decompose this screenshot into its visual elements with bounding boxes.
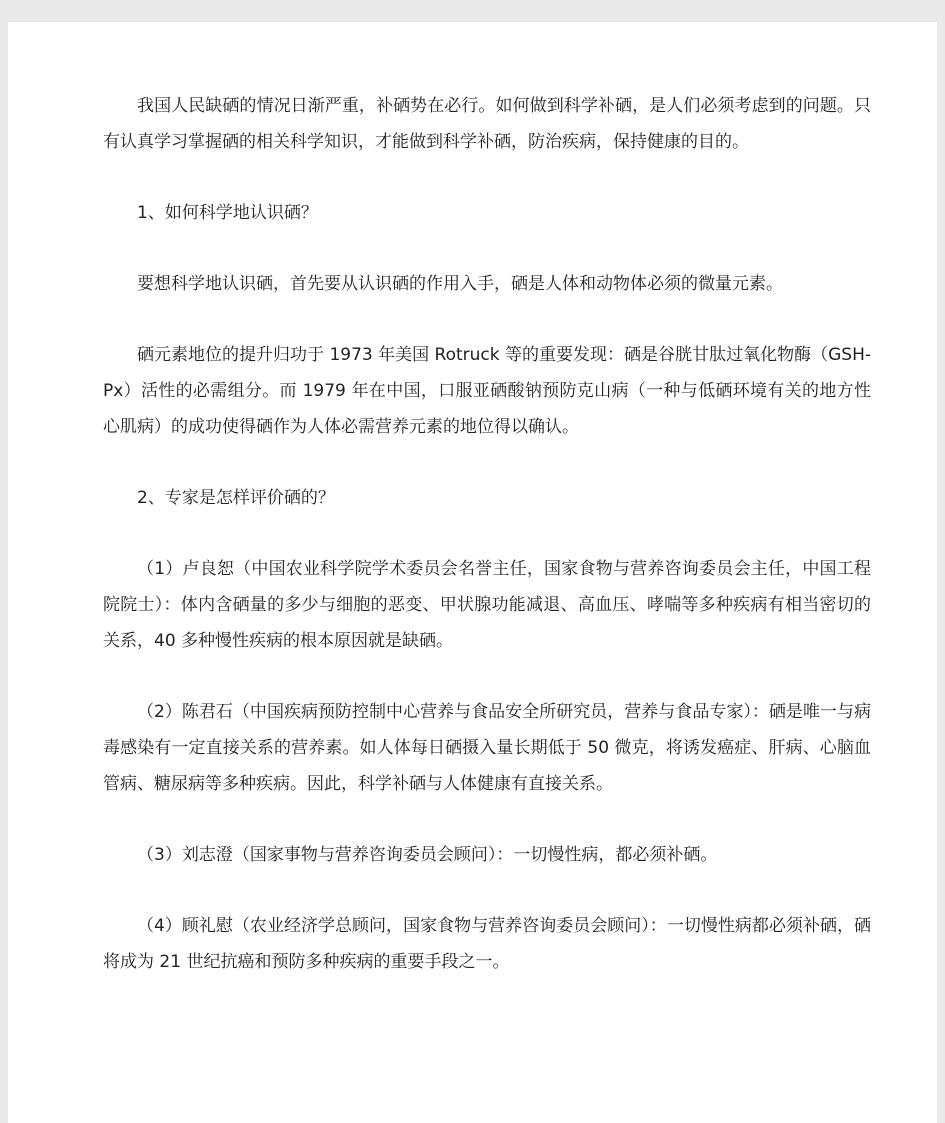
paragraph-intro: 我国人民缺硒的情况日渐严重，补硒势在必行。如何做到科学补硒，是人们必须考虑到的问题。只有认真学习掌握硒的相关科学知识，才能做到科学补硒，防治疾病，保持健康的目的。 <box>103 96 871 152</box>
document-page <box>8 22 937 1123</box>
paragraph-selenium-history: 硒元素地位的提升归功于 1973 年美国 Rotruck 等的重要发现：硒是谷胱甘肽过氧化物酶（GSH-Px）活性的必需组分。而 1979 年在中国，口服亚硒酸钠预防克山病（一种与低硒环境有关的地方性心肌病）的成功使得硒作为人体必需营养元素的地位得以确认。 <box>103 345 871 437</box>
paragraph-expert-1: （1）卢良恕（中国农业科学院学术委员会名誉主任，国家食物与营养咨询委员会主任，中国工程院院士）：体内含硒量的多少与细胞的恶变、甲状腺功能减退、高血压、哮喘等多种疾病有相当密切的关系，40 多种慢性疾病的根本原因就是缺硒。 <box>103 559 871 651</box>
document-body <box>103 88 871 1015</box>
paragraph-expert-3: （3）刘志澄（国家事物与营养咨询委员会顾问）：一切慢性病，都必须补硒。 <box>137 845 718 865</box>
paragraph-understand-selenium: 要想科学地认识硒，首先要从认识硒的作用入手，硒是人体和动物体必须的微量元素。 <box>137 274 783 294</box>
paragraph-expert-4: （4）顾礼慰（农业经济学总顾问，国家食物与营养咨询委员会顾问）：一切慢性病都必须补硒，硒将成为 21 世纪抗癌和预防多种疾病的重要手段之一。 <box>103 916 871 972</box>
paragraph-expert-2: （2）陈君石（中国疾病预防控制中心营养与食品安全所研究员，营养与食品专家）：硒是唯一与病毒感染有一定直接关系的营养素。如人体每日硒摄入量长期低于 50 微克，将诱发癌症、肝病、心脑血管病、糖尿病等多种疾病。因此，科学补硒与人体健康有直接关系。 <box>103 702 871 794</box>
section-heading-1: 1、如何科学地认识硒？ <box>137 203 318 223</box>
section-heading-2: 2、专家是怎样评价硒的？ <box>137 488 335 508</box>
